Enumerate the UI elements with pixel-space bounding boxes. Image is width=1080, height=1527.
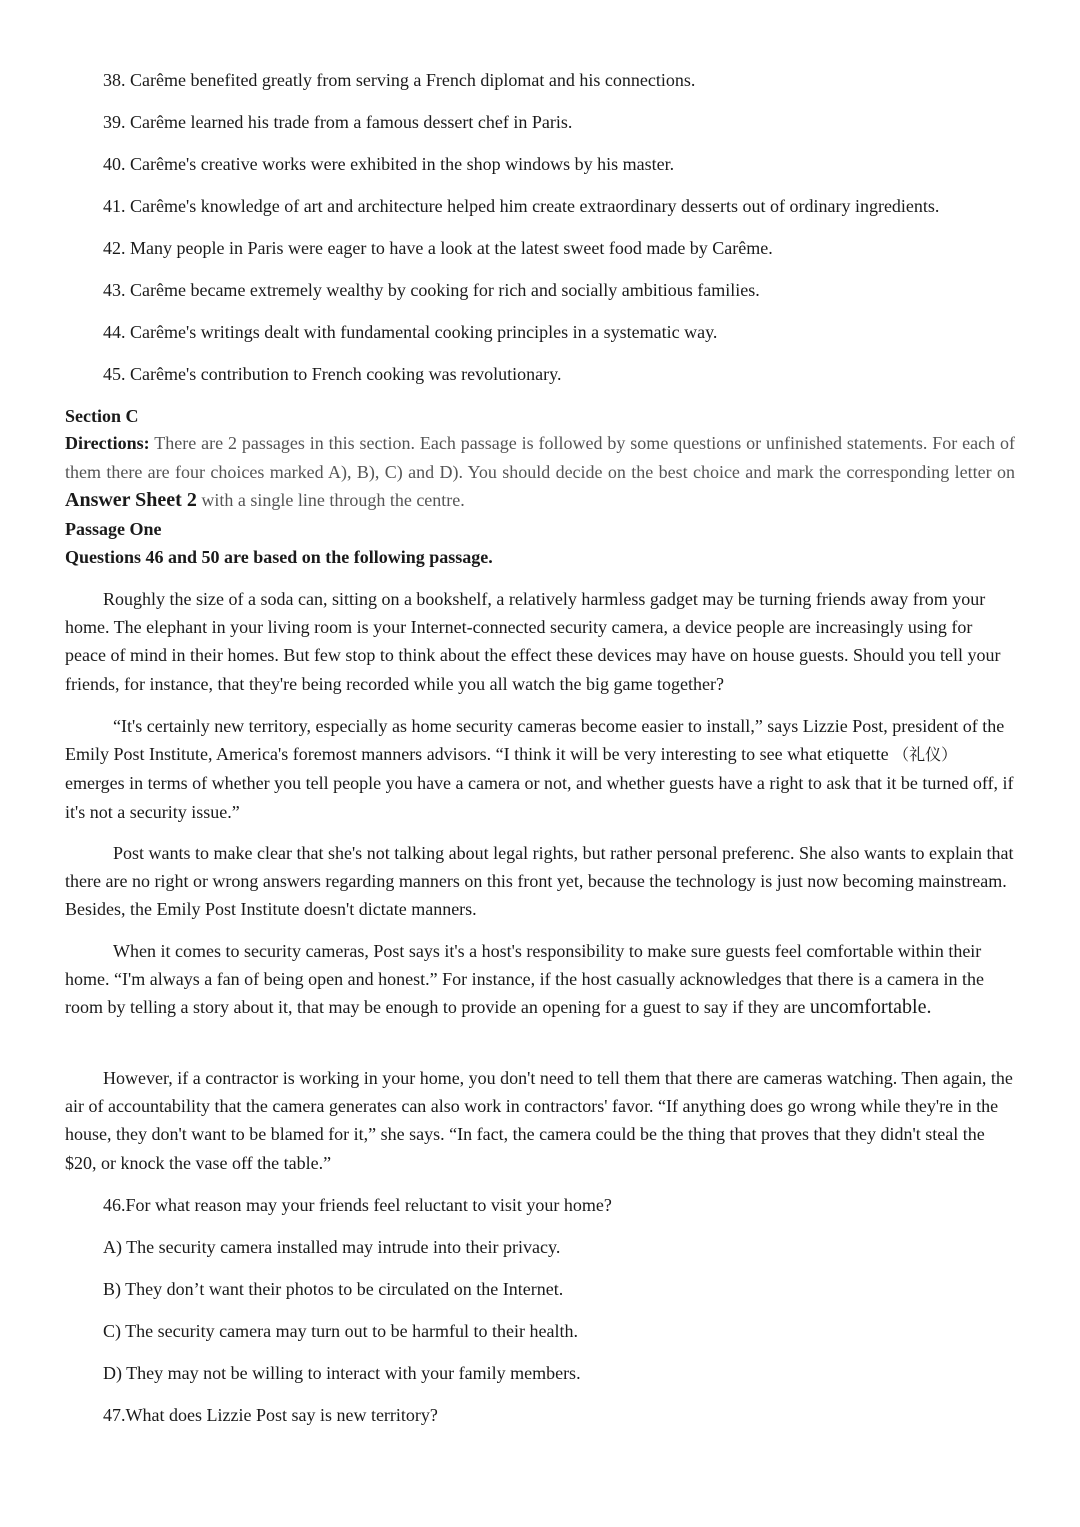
question-46-option-c: C) The security camera may turn out to be harmful to their health.: [103, 1321, 579, 1341]
question-46: 46.For what reason may your friends feel reluctant to visit your home?: [103, 1195, 612, 1215]
paragraph-4-text: When it comes to security cameras, Post says it's a host's responsibility to make sure guests feel comfortable within their home. “I'm always a fan of being open and honest.” For instance, if the host casually acknowledges that there is a camera in the room by telling a story about it, that may be enough to provide an opening for a guest to say if they are: [65, 941, 984, 1018]
directions: [65, 429, 1015, 515]
passage-intro: Questions 46 and 50 are based on the following passage.: [65, 547, 493, 567]
statement-41: 41. Carême's knowledge of art and architecture helped him create extraordinary desserts out of ordinary ingredients.: [103, 196, 940, 216]
section-title: Section C: [65, 406, 139, 426]
passage-title: Passage One: [65, 519, 162, 539]
paragraph-4-last-word: uncomfortable.: [809, 996, 932, 1019]
directions-end: with a single line through the centre.: [196, 490, 465, 510]
statement-44: 44. Carême's writings dealt with fundamental cooking principles in a systematic way.: [103, 322, 718, 342]
passage-paragraph-4: [65, 937, 1015, 1022]
statement-40: 40. Carême's creative works were exhibited in the shop windows by his master.: [103, 154, 675, 174]
directions-text: There are 2 passages in this section. Each passage is followed by some questions or unfinished statements. For each of them there are four choices marked A), B), C) and D). You should decide on the best choice and mark the corresponding letter on: [65, 433, 1015, 482]
question-46-option-a: A) The security camera installed may intrude into their privacy.: [103, 1237, 561, 1257]
directions-label: Directions:: [65, 433, 150, 453]
answer-sheet-label: Answer Sheet 2: [65, 489, 197, 511]
question-47: 47.What does Lizzie Post say is new territory?: [103, 1405, 438, 1425]
paragraph-2-text-b: emerges in terms of whether you tell people you have a camera or not, and whether guests have a right to ask that it be turned off, if it's not a security issue.”: [65, 773, 1014, 822]
statement-39: 39. Carême learned his trade from a famous dessert chef in Paris.: [103, 112, 573, 132]
question-46-option-d: D) They may not be willing to interact with your family members.: [103, 1363, 581, 1383]
passage-paragraph-5: However, if a contractor is working in your home, you don't need to tell them that there are cameras watching. Then again, the air of accountability that the camera generates can also work in contractors' favor. “If anything does go wrong while they're in the house, they don't want to be blamed for it,” she says. “In fact, the camera could be the thing that proves that they didn't steal the $20, or knock the vase off the table.”: [65, 1068, 1013, 1173]
statement-45: 45. Carême's contribution to French cooking was revolutionary.: [103, 364, 562, 384]
passage-paragraph-2: [65, 712, 1015, 826]
statement-43: 43. Carême became extremely wealthy by cooking for rich and socially ambitious families.: [103, 280, 760, 300]
statement-38: 38. Carême benefited greatly from serving a French diplomat and his connections.: [103, 70, 696, 90]
passage-paragraph-1: Roughly the size of a soda can, sitting on a bookshelf, a relatively harmless gadget may be turning friends away from your home. The elephant in your living room is your Internet-connected security camera, a device people are increasingly using for peace of mind in their homes. But few stop to think about the effect these devices may have on house guests. Should you tell your friends, for instance, that they're being recorded while you all watch the big game together?: [65, 589, 1001, 694]
statement-42: 42. Many people in Paris were eager to have a look at the latest sweet food made by Carême.: [103, 238, 773, 258]
paragraph-2-text-a: “It's certainly new territory, especially as home security cameras become easier to install,” says Lizzie Post, president of the Emily Post Institute, America's foremost manners advisors. “I think it will be very interesting to see what etiquette: [65, 716, 1005, 765]
etiquette-gloss: （礼仪）: [893, 745, 958, 765]
passage-paragraph-3: Post wants to make clear that she's not talking about legal rights, but rather personal preferenc. She also wants to explain that there are no right or wrong answers regarding manners on this front yet, because the technology is just now becoming mainstream. Besides, the Emily Post Institute doesn't dictate manners.: [65, 843, 1014, 920]
question-46-option-b: B) They don’t want their photos to be circulated on the Internet.: [103, 1279, 564, 1299]
